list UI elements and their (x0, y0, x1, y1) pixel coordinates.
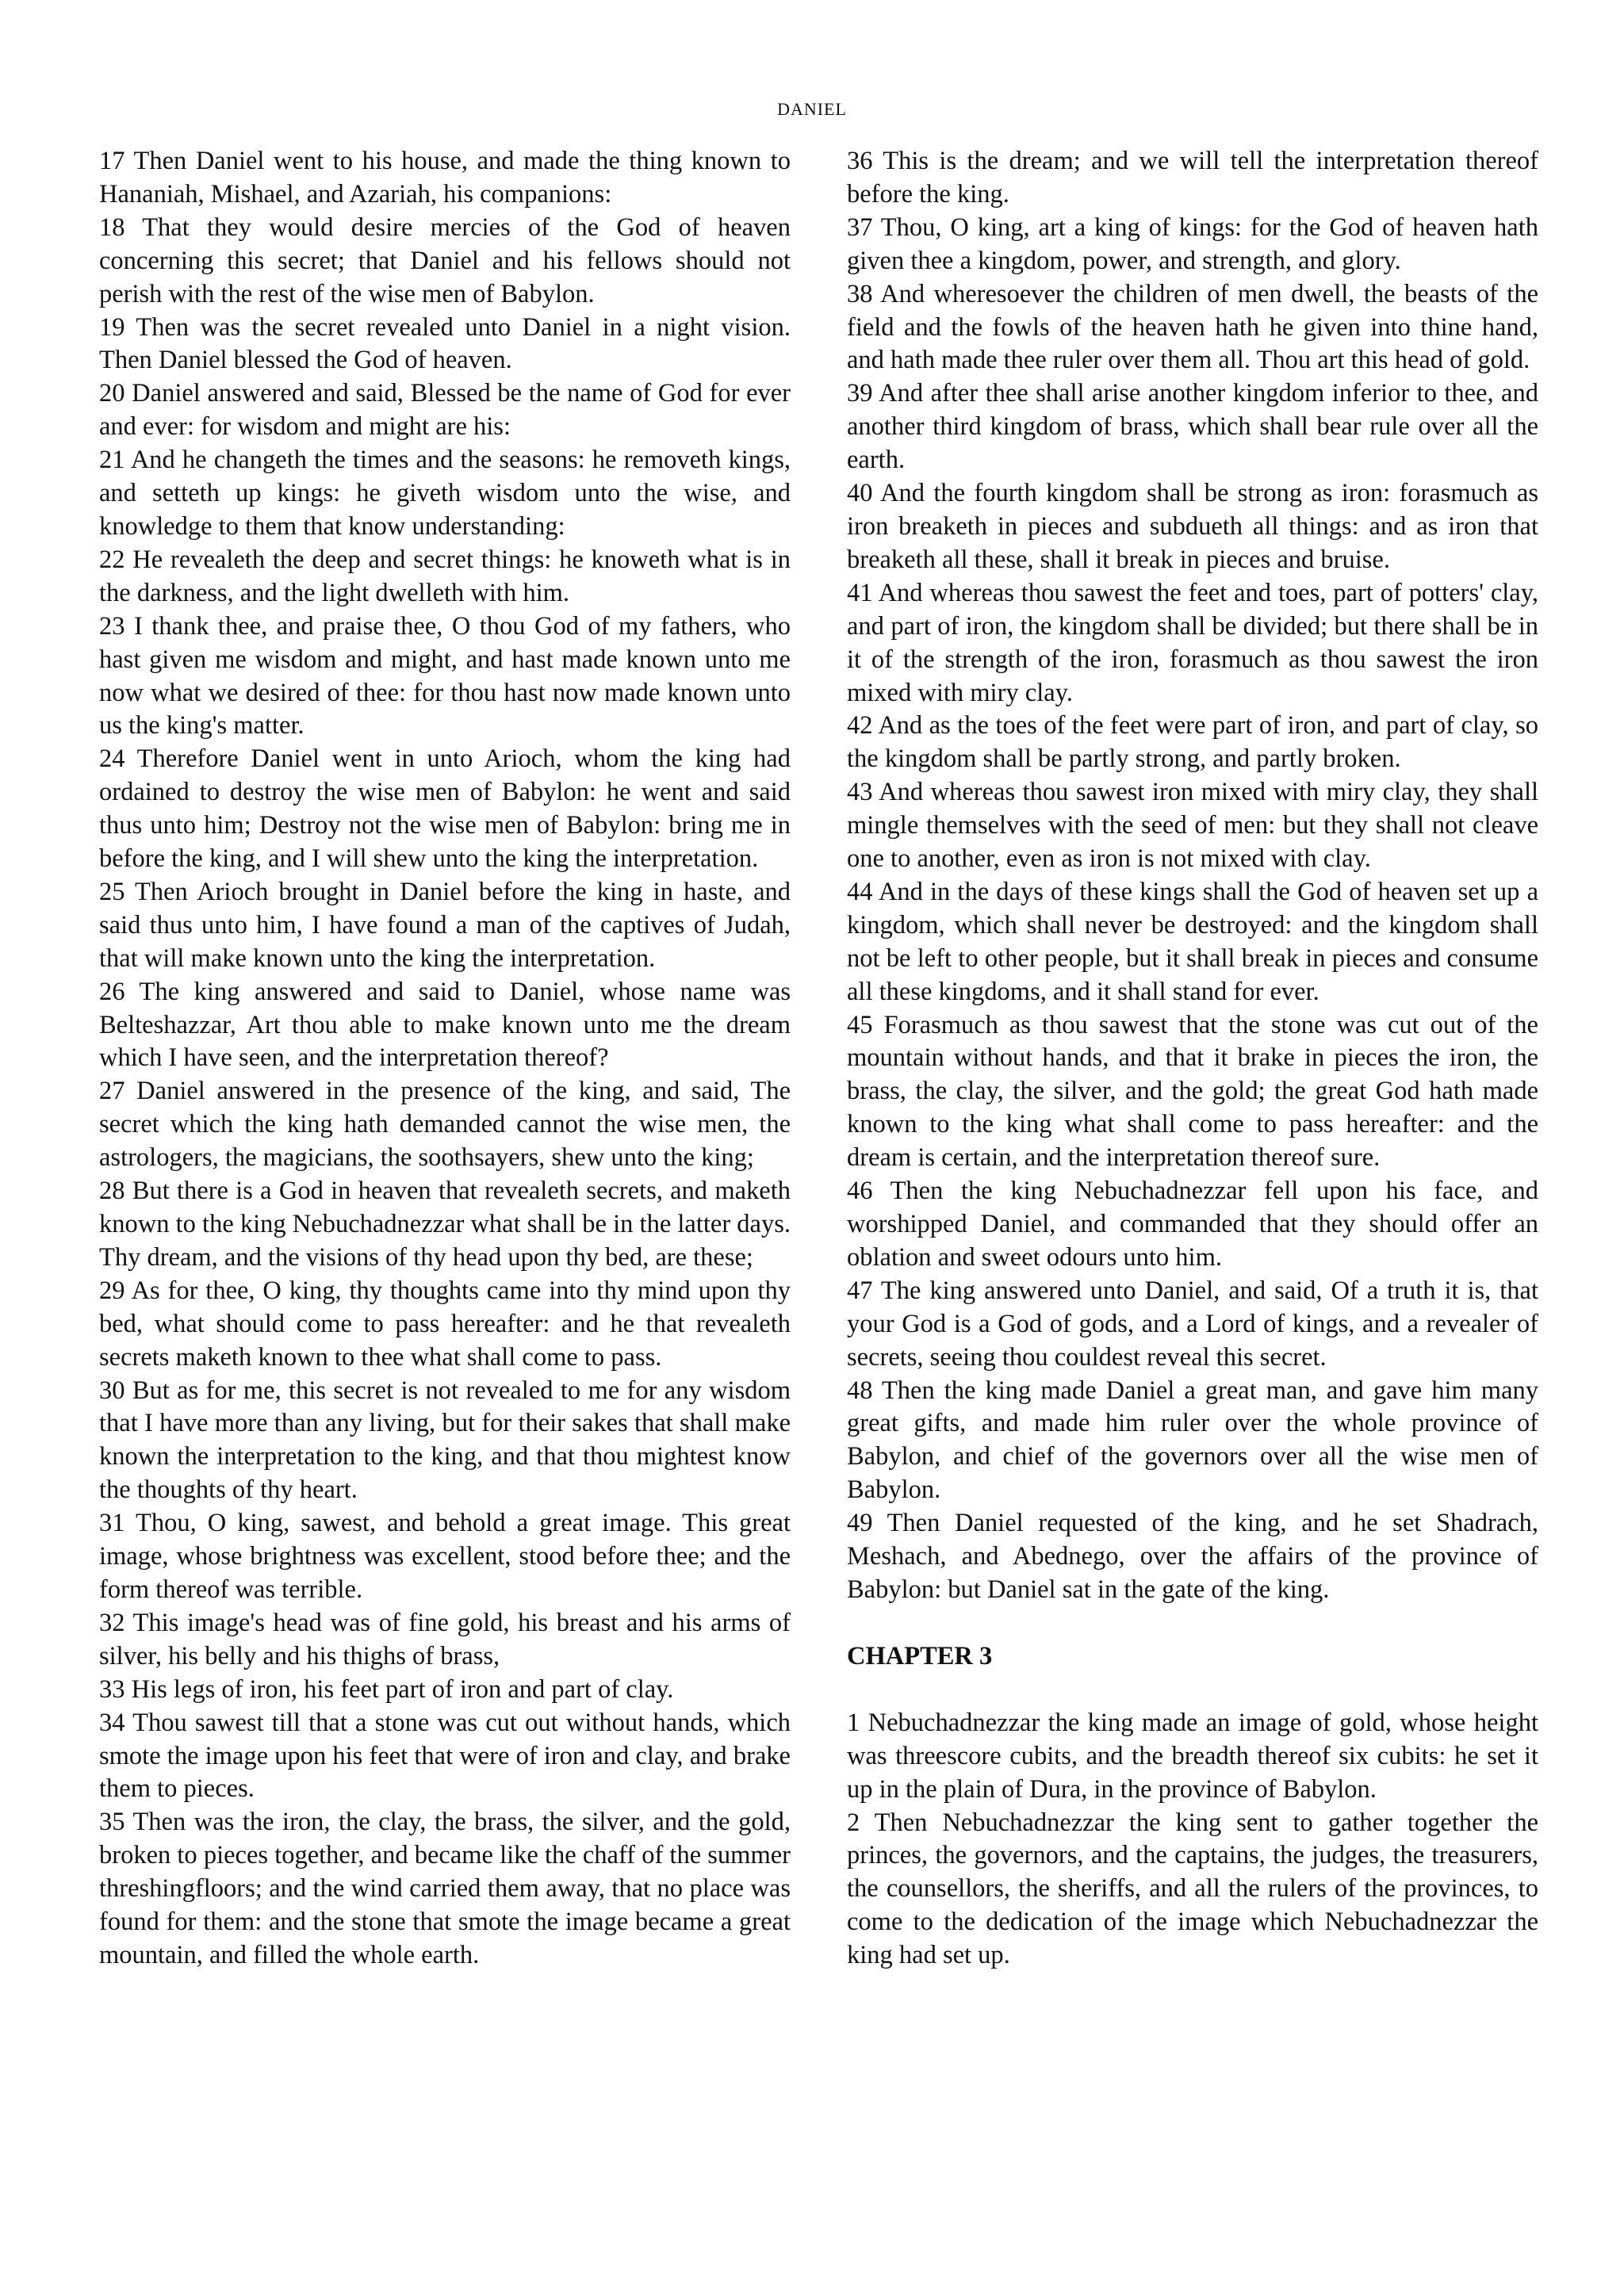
chapter-heading: CHAPTER 3 (847, 1641, 993, 1670)
verse: 25 Then Arioch brought in Daniel before the king in haste, and said thus unto him, I have found a man of the captives of Judah, that will make known unto the king the interpretation. (99, 877, 791, 973)
verse: 37 Thou, O king, art a king of kings: for the God of heaven hath given thee a kingdom, power, and strength, and glory. (847, 212, 1538, 275)
verse: 43 And whereas thou sawest iron mixed with miry clay, they shall mingle themselves with the seed of men: but they shall not cleave one to another, even as iron is not mixed with clay. (847, 778, 1538, 874)
verse: 23 I thank thee, and praise thee, O thou God of my fathers, who hast given me wisdom and might, and hast made known unto me now what we desired of thee: for thou hast now made known unto us the king's matter. (99, 611, 791, 740)
verse: 42 And as the toes of the feet were part of iron, and part of clay, so the kingdom shall be partly strong, and partly broken. (847, 711, 1538, 774)
verse: 20 Daniel answered and said, Blessed be the name of God for ever and ever: for wisdom and might are his: (99, 379, 791, 442)
verse: 33 His legs of iron, his feet part of iron and part of clay. (99, 1674, 674, 1704)
verse: 32 This image's head was of fine gold, his breast and his arms of silver, his belly and his thighs of brass, (99, 1608, 791, 1670)
verse: 45 Forasmuch as thou sawest that the stone was cut out of the mountain without hands, and that it brake in pieces the iron, the brass, the clay, the silver, and the gold; the great God hath made known to the king what shall come to pass hereafter: and the dream is certain, and the interpretation thereof sure. (847, 1010, 1538, 1173)
running-header: DANIEL (777, 99, 847, 119)
verse: 41 And whereas thou sawest the feet and toes, part of potters' clay, and part of iron, the kingdom shall be divided; but there shall be in it of the strength of the iron, forasmuch as thou sawest the iron mixed with miry clay. (847, 578, 1538, 707)
verse: 47 The king answered unto Daniel, and said, Of a truth it is, that your God is a God of gods, and a Lord of kings, and a revealer of secrets, seeing thou couldest reveal this secret. (847, 1276, 1538, 1372)
verse: 18 That they would desire mercies of the God of heaven concerning this secret; that Daniel and his fellows should not perish with the rest of the wise men of Babylon. (99, 212, 791, 308)
verse: 19 Then was the secret revealed unto Daniel in a night vision. Then Daniel blessed the God of heaven. (99, 312, 791, 375)
verse: 17 Then Daniel went to his house, and made the thing known to Hananiah, Mishael, and Azariah, his companions: (99, 147, 791, 209)
verse: 24 Therefore Daniel went in unto Arioch, whom the king had ordained to destroy the wise men of Babylon: he went and said thus unto him; Destroy not the wise men of Babylon: bring me in before the king, and I will shew unto the king the interpretation. (99, 744, 791, 874)
verse: 31 Thou, O king, sawest, and behold a great image. This great image, whose brightness was excellent, stood before thee; and the form thereof was terrible. (99, 1509, 791, 1604)
verse: 36 This is the dream; and we will tell the interpretation thereof before the king. (847, 147, 1538, 209)
verse: 39 And after thee shall arise another kingdom inferior to thee, and another third kingdom of brass, which shall bear rule over all the earth. (847, 379, 1538, 475)
verse: 1 Nebuchadnezzar the king made an image of gold, whose height was threescore cubits, and the breadth thereof six cubits: he set it up in the plain of Dura, in the province of Babylon. (847, 1708, 1538, 1804)
verse: 35 Then was the iron, the clay, the brass, the silver, and the gold, broken to pieces together, and became like the chaff of the summer threshingfloors; and the wind carried them away, that no place was found for them: and the stone that smote the image became a great mountain, and filled the whole earth. (99, 1808, 791, 1969)
verse: 48 Then the king made Daniel a great man, and gave him many great gifts, and made him ruler over the whole province of Babylon, and chief of the governors over all the wise men of Babylon. (847, 1376, 1538, 1505)
verse: 26 The king answered and said to Daniel, whose name was Belteshazzar, Art thou able to make known unto me the dream which I have seen, and the interpretation thereof? (99, 977, 791, 1073)
verse: 27 Daniel answered in the presence of the king, and said, The secret which the king hath demanded cannot the wise men, the astrologers, the magicians, the soothsayers, shew unto the king; (99, 1077, 791, 1173)
verse: 28 But there is a God in heaven that revealeth secrets, and maketh known to the king Nebuchadnezzar what shall be in the latter days. Thy dream, and the visions of thy head upon thy bed, are these; (99, 1177, 791, 1272)
right-column (847, 145, 1538, 1973)
left-column (99, 145, 791, 1973)
verse: 30 But as for me, this secret is not revealed to me for any wisdom that I have more than any living, but for their sakes that shall make known the interpretation to the king, and that thou mightest know the thoughts of thy heart. (99, 1376, 791, 1505)
verse: 34 Thou sawest till that a stone was cut out without hands, which smote the image upon his feet that were of iron and clay, and brake them to pieces. (99, 1708, 791, 1804)
verse: 49 Then Daniel requested of the king, and he set Shadrach, Meshach, and Abednego, over the affairs of the province of Babylon: but Daniel sat in the gate of the king. (847, 1509, 1538, 1604)
verse: 2 Then Nebuchadnezzar the king sent to gather together the princes, the governors, and the captains, the judges, the treasurers, the counsellors, the sheriffs, and all the rulers of the provinces, to come to the dedication of the image which Nebuchadnezzar the king had set up. (847, 1808, 1538, 1970)
verse: 22 He revealeth the deep and secret things: he knoweth what is in the darkness, and the light dwelleth with him. (99, 545, 791, 607)
verse: 40 And the fourth kingdom shall be strong as iron: forasmuch as iron breaketh in pieces and subdueth all things: and as iron that breaketh all these, shall it break in pieces and bruise. (847, 479, 1538, 574)
verse: 21 And he changeth the times and the seasons: he removeth kings, and setteth up kings: he giveth wisdom unto the wise, and knowledge to them that know understanding: (99, 446, 791, 541)
verse: 46 Then the king Nebuchadnezzar fell upon his face, and worshipped Daniel, and commanded that they should offer an oblation and sweet odours unto him. (847, 1177, 1538, 1272)
verse: 29 As for thee, O king, thy thoughts came into thy mind upon thy bed, what should come to pass hereafter: and he that revealeth secrets maketh known to thee what shall come to pass. (99, 1276, 791, 1372)
verse: 44 And in the days of these kings shall the God of heaven set up a kingdom, which shall never be destroyed: and the kingdom shall not be left to other people, but it shall break in pieces and consume all these kingdoms, and it shall stand for ever. (847, 877, 1538, 1006)
verse: 38 And wheresoever the children of men dwell, the beasts of the field and the fowls of the heaven hath he given into thine hand, and hath made thee ruler over them all. Thou art this head of gold. (847, 279, 1538, 375)
